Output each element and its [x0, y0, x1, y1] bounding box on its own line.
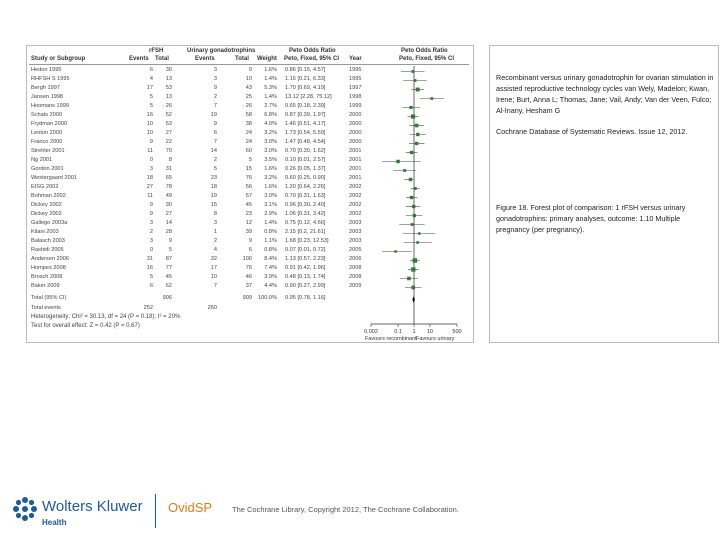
odds-ratio: 0.96 [0.30, 2.40]: [285, 202, 326, 208]
events1: 17: [146, 85, 153, 91]
logo-divider: [155, 494, 156, 528]
events1: 5: [149, 274, 153, 280]
total2: 60: [245, 148, 252, 154]
weight: 3.5%: [264, 157, 277, 163]
total-or: 0.95 [0.78, 1.16]: [285, 295, 326, 301]
citation-panel: [489, 45, 719, 343]
total1: 70: [165, 148, 172, 154]
odds-ratio: 0.75 [0.12, 4.66]: [285, 220, 326, 226]
total1: 62: [165, 283, 172, 289]
study-name: Balasch 2003: [31, 238, 65, 244]
events2: 14: [210, 148, 217, 154]
total1: 9: [168, 238, 172, 244]
method-col-header: Peto, Fixed, 95% CI: [284, 56, 340, 62]
study-name: Baker 2009: [31, 283, 60, 289]
year: 2001: [349, 157, 362, 163]
heterogeneity-text: Heterogeneity: Chi² = 30.13, df = 24 (P = 0.18); I² = 20%: [31, 314, 181, 320]
events2: 3: [213, 67, 217, 73]
group2-header: Urinary gonadotrophins: [187, 48, 256, 54]
events2: 3: [213, 76, 217, 82]
total1: 14: [165, 220, 172, 226]
year: 2003: [349, 238, 362, 244]
events2: 10: [210, 274, 217, 280]
year: 2002: [349, 184, 362, 190]
point-estimate-box: [409, 106, 412, 109]
odds-ratio: 0.90 [0.27, 2.99]: [285, 283, 326, 289]
year: 1999: [349, 103, 362, 109]
x-axis-tick-label: 1: [412, 329, 416, 335]
point-estimate-box: [403, 169, 406, 172]
odds-ratio: 0.26 [0.05, 1.37]: [285, 166, 326, 172]
effect-plot-header: Peto Odds Ratio: [401, 48, 448, 54]
total2: 57: [245, 193, 252, 199]
point-estimate-box: [416, 241, 419, 244]
odds-ratio: 1.46 [0.51, 4.17]: [285, 121, 326, 127]
total-weight: 100.0%: [258, 295, 277, 301]
odds-ratio: 0.65 [0.18, 2.39]: [285, 103, 326, 109]
total2: 24: [245, 139, 252, 145]
events1: 11: [147, 148, 153, 154]
total2: 5: [248, 157, 252, 163]
point-estimate-box: [394, 250, 396, 252]
year: 2000: [349, 121, 362, 127]
total-events-e2: 260: [207, 305, 217, 311]
odds-ratio: 1.47 [0.48, 4.54]: [285, 139, 326, 145]
weight: 0.8%: [264, 229, 277, 235]
events1: 5: [149, 94, 153, 100]
odds-ratio: 0.91 [0.42, 1.96]: [285, 265, 326, 271]
study-name: Strehler 2001: [31, 148, 65, 154]
year: 2008: [349, 274, 362, 280]
events1: 16: [146, 112, 153, 118]
point-estimate-box: [396, 160, 399, 163]
events1: 3: [149, 220, 153, 226]
year: 1997: [349, 85, 362, 91]
events2: 19: [210, 193, 217, 199]
total-label: Total (95% CI): [31, 295, 67, 301]
events2: 4: [213, 247, 217, 253]
total2: 100: [242, 256, 252, 262]
odds-ratio: 0.60 [0.25, 0.90]: [285, 175, 326, 181]
overall-effect-text: Test for overall effect: Z = 0.42 (P = 0.67): [31, 323, 140, 329]
weight: 1.4%: [264, 220, 277, 226]
odds-ratio: 1.70 [0.69, 4.19]: [285, 85, 326, 91]
study-name: Dickey 2002: [31, 202, 62, 208]
weight: 1.4%: [264, 94, 277, 100]
weight: 3.0%: [264, 139, 277, 145]
odds-ratio: 0.07 [0.01, 0.72]: [285, 247, 326, 253]
odds-ratio: 1.20 [0.64, 2.26]: [285, 184, 326, 190]
brand-name: Wolters Kluwer: [42, 498, 143, 515]
point-estimate-box: [411, 286, 415, 290]
events2: 9: [213, 85, 217, 91]
total-t2: 909: [242, 295, 252, 301]
events1: 6: [149, 67, 153, 73]
study-name: Bohman 2002: [31, 193, 66, 199]
odds-ratio: 0.48 [0.13, 1.74]: [285, 274, 326, 280]
events2: 32: [210, 256, 217, 262]
weight: 4.0%: [264, 121, 277, 127]
total-events-e1: 252: [143, 305, 153, 311]
weight: 8.4%: [264, 256, 277, 262]
events2: 7: [213, 283, 217, 289]
events1: 6: [149, 283, 153, 289]
total1: 13: [165, 76, 172, 82]
events1: 3: [149, 238, 153, 244]
x-axis-tick-label: 10: [426, 329, 433, 335]
odds-ratio: 0.86 [0.15, 4.57]: [285, 67, 326, 73]
year: 2009: [349, 283, 362, 289]
forest-plot-chart: [27, 46, 473, 342]
weight: 0.8%: [264, 247, 277, 253]
weight: 1.6%: [264, 166, 277, 172]
events2: 2: [213, 238, 217, 244]
total1: 53: [165, 121, 172, 127]
year: 2008: [349, 265, 362, 271]
year: 2000: [349, 139, 362, 145]
total2: 76: [245, 265, 252, 271]
year: 2005: [349, 247, 362, 253]
events1: 3: [149, 166, 153, 172]
year: 1995: [349, 76, 362, 82]
weight: 2.7%: [264, 103, 277, 109]
total2-col-header: Total: [235, 56, 249, 62]
weight: 4.4%: [264, 283, 277, 289]
odds-ratio: 1.13 [0.57, 2.23]: [285, 256, 326, 262]
year: 2001: [349, 148, 362, 154]
study-name: Gallego 2003a: [31, 220, 68, 226]
citation-source: Cochrane Database of Systematic Reviews. Issue 12, 2012.: [496, 127, 688, 136]
events1: 9: [149, 211, 153, 217]
point-estimate-box: [412, 205, 415, 208]
events2: 8: [213, 211, 217, 217]
total1: 5: [168, 247, 172, 253]
product-name: OvidSP: [168, 500, 213, 515]
total1-col-header: Total: [155, 56, 169, 62]
total2: 25: [245, 94, 252, 100]
odds-ratio: 0.70 [0.31, 1.63]: [285, 193, 326, 199]
point-estimate-box: [416, 88, 420, 92]
total2: 37: [245, 283, 252, 289]
total2: 12: [245, 220, 252, 226]
figure-caption: Figure 18. Forest plot of comparison: 1 rFSH versus urinary gonadotrophins: primary analyses, outcome: 1.10 Multiple pregnancy (per pregnancy).: [496, 203, 686, 234]
weight: 1.4%: [264, 76, 277, 82]
point-estimate-box: [415, 124, 419, 128]
total2: 10: [245, 76, 252, 82]
weight: 7.4%: [264, 265, 277, 271]
study-name: Ng 2001: [31, 157, 53, 163]
year: 2001: [349, 175, 362, 181]
pooled-estimate-diamond: [412, 296, 415, 303]
year: 2002: [349, 202, 362, 208]
total2: 38: [245, 121, 252, 127]
study-name: Hompes 2008: [31, 265, 66, 271]
year: 2003: [349, 220, 362, 226]
study-name: Hedon 1995: [31, 67, 62, 73]
point-estimate-box: [414, 187, 417, 190]
weight: 3.1%: [264, 202, 277, 208]
total1: 49: [165, 193, 172, 199]
events1: 4: [149, 76, 153, 82]
total1: 8: [168, 157, 172, 163]
total1: 27: [165, 130, 172, 136]
study-name: Brosch 2008: [31, 274, 63, 280]
weight-col-header: Weight: [257, 56, 277, 62]
events2-col-header: Events: [195, 56, 215, 62]
point-estimate-box: [410, 151, 413, 154]
events1: 16: [146, 265, 153, 271]
effect-header: Peto Odds Ratio: [289, 48, 336, 54]
odds-ratio: 1.73 [0.54, 5.59]: [285, 130, 326, 136]
total1: 77: [165, 265, 172, 271]
weight: 3.9%: [264, 274, 277, 280]
point-estimate-box: [430, 97, 433, 100]
study-name: Dickey 2002: [31, 211, 62, 217]
year: 2002: [349, 211, 362, 217]
year-col-header: Year: [349, 56, 362, 62]
total1: 52: [165, 112, 172, 118]
total1: 87: [165, 256, 172, 262]
odds-ratio: 0.87 [0.39, 1.97]: [285, 112, 326, 118]
odds-ratio: 13.12 [2.28, 75.12]: [285, 94, 332, 100]
odds-ratio: 0.10 [0.01, 2.57]: [285, 157, 326, 163]
total1: 53: [165, 85, 172, 91]
odds-ratio: 2.15 [0.2, 21.61]: [285, 229, 326, 235]
point-estimate-box: [416, 133, 419, 136]
total1: 22: [165, 139, 172, 145]
weight: 3.2%: [264, 130, 277, 136]
x-axis-tick-label: 0.002: [364, 329, 378, 335]
total2: 6: [248, 247, 252, 253]
weight: 5.3%: [264, 85, 277, 91]
globe-icon: [12, 496, 38, 522]
point-estimate-box: [411, 223, 414, 226]
events1: 9: [149, 139, 153, 145]
total2: 45: [245, 202, 252, 208]
study-name: Andersen 2006: [31, 256, 69, 262]
weight: 1.6%: [264, 67, 277, 73]
events1: 9: [149, 202, 153, 208]
events2: 2: [213, 94, 217, 100]
events2: 9: [213, 121, 217, 127]
events2: 3: [213, 220, 217, 226]
year: 2001: [349, 166, 362, 172]
total1: 45: [165, 274, 172, 280]
weight: 3.0%: [264, 148, 277, 154]
total1: 30: [165, 202, 172, 208]
events2: 15: [210, 202, 217, 208]
point-estimate-box: [413, 258, 417, 262]
point-estimate-box: [414, 79, 417, 82]
point-estimate-box: [407, 277, 411, 281]
events1: 10: [146, 121, 153, 127]
study-name: Bergh 1997: [31, 85, 60, 91]
total2: 23: [245, 211, 252, 217]
favours-left-label: Favours recombinant: [365, 336, 417, 342]
study-name: RHFSH S 1995: [31, 76, 70, 82]
study-name: Gordon 2001: [31, 166, 64, 172]
point-estimate-box: [410, 196, 413, 199]
year: 1998: [349, 94, 362, 100]
point-estimate-box: [409, 178, 412, 181]
events2: 19: [210, 112, 217, 118]
total1: 31: [165, 166, 172, 172]
events2: 18: [210, 184, 217, 190]
weight: 3.2%: [264, 175, 277, 181]
total1: 30: [165, 67, 172, 73]
forest-plot-figure: [26, 45, 474, 343]
events1: 27: [146, 184, 153, 190]
year: 2003: [349, 229, 362, 235]
total2: 39: [245, 229, 252, 235]
year: 2000: [349, 130, 362, 136]
year: 2000: [349, 112, 362, 118]
events1: 2: [149, 229, 153, 235]
odds-ratio: 1.06 [0.31, 3.42]: [285, 211, 326, 217]
total1: 13: [165, 94, 172, 100]
method-plot-header: Peto, Fixed, 95% CI: [399, 56, 455, 62]
events2: 23: [210, 175, 217, 181]
favours-right-label: Favours urinary: [416, 336, 455, 342]
weight: 1.6%: [264, 184, 277, 190]
study-name: Jansen 1998: [31, 94, 64, 100]
point-estimate-box: [415, 142, 418, 145]
total2: 9: [248, 238, 252, 244]
study-name: Hoomans 1999: [31, 103, 69, 109]
brand-sub: Health: [42, 518, 67, 527]
events2: 1: [213, 229, 217, 235]
total-t1: 906: [162, 295, 172, 301]
weight: 6.8%: [264, 112, 277, 118]
events1: 0: [149, 157, 153, 163]
total1: 27: [165, 211, 172, 217]
study-col-header: Study or Subgroup: [31, 56, 86, 62]
point-estimate-box: [411, 267, 415, 271]
point-estimate-box: [413, 214, 416, 217]
events2: 6: [213, 130, 217, 136]
weight: 1.1%: [264, 238, 277, 244]
total2: 46: [245, 274, 252, 280]
events2: 2: [213, 157, 217, 163]
study-name: Rashidi 2005: [31, 247, 64, 253]
odds-ratio: 1.68 [0.23, 12.53]: [285, 238, 329, 244]
events1: 0: [149, 247, 153, 253]
events1: 5: [149, 103, 153, 109]
total-events-label: Total events: [31, 305, 61, 311]
wolters-kluwer-logo: [12, 494, 222, 534]
study-name: Westergaard 2001: [31, 175, 77, 181]
total2: 26: [245, 103, 252, 109]
total1: 26: [165, 103, 172, 109]
events2: 5: [213, 166, 217, 172]
copyright-text: The Cochrane Library, Copyright 2012, The Cochrane Collaboration.: [232, 505, 459, 514]
odds-ratio: 1.16 [0.21, 6.33]: [285, 76, 326, 82]
weight: 2.9%: [264, 211, 277, 217]
events2: 17: [210, 265, 217, 271]
total2: 56: [245, 184, 252, 190]
total2: 76: [245, 175, 252, 181]
events2: 7: [213, 139, 217, 145]
total2: 58: [245, 112, 252, 118]
events1: 11: [147, 193, 153, 199]
x-axis-tick-label: 500: [452, 329, 462, 335]
total1: 28: [165, 229, 172, 235]
group1-header: rFSH: [149, 48, 164, 54]
events1-col-header: Events: [129, 56, 149, 62]
year: 1995: [349, 67, 362, 73]
weight: 3.0%: [264, 193, 277, 199]
x-axis-tick-label: 0.1: [394, 329, 402, 335]
total2: 9: [248, 67, 252, 73]
point-estimate-box: [412, 70, 415, 73]
total1: 78: [165, 184, 172, 190]
year: 2006: [349, 256, 362, 262]
total2: 43: [245, 85, 252, 91]
study-name: Franco 2000: [31, 139, 63, 145]
study-name: Frydman 2000: [31, 121, 68, 127]
total1: 65: [165, 175, 172, 181]
events2: 7: [213, 103, 217, 109]
point-estimate-box: [411, 114, 415, 118]
year: 2002: [349, 193, 362, 199]
events1: 18: [146, 175, 153, 181]
study-name: Kilani 2003: [31, 229, 59, 235]
events1: 31: [146, 256, 153, 262]
total2: 24: [245, 130, 252, 136]
total2: 15: [245, 166, 252, 172]
citation-title: Recombinant versus urinary gonadotrophin for ovarian stimulation in assisted reproductive technology cycles van Wely, Madelon; Kwan, Irene; Burt, Anna L; Thomas, Jane; Vail, Andy; Van der Veen, Fulco; Al-Inany, Hesham G: [496, 73, 714, 115]
point-estimate-box: [418, 232, 420, 234]
events1: 10: [146, 130, 153, 136]
study-name: Lenton 2000: [31, 130, 63, 136]
study-name: Schats 2000: [31, 112, 63, 118]
study-name: EISG 2002: [31, 184, 59, 190]
odds-ratio: 0.70 [0.30, 1.62]: [285, 148, 326, 154]
